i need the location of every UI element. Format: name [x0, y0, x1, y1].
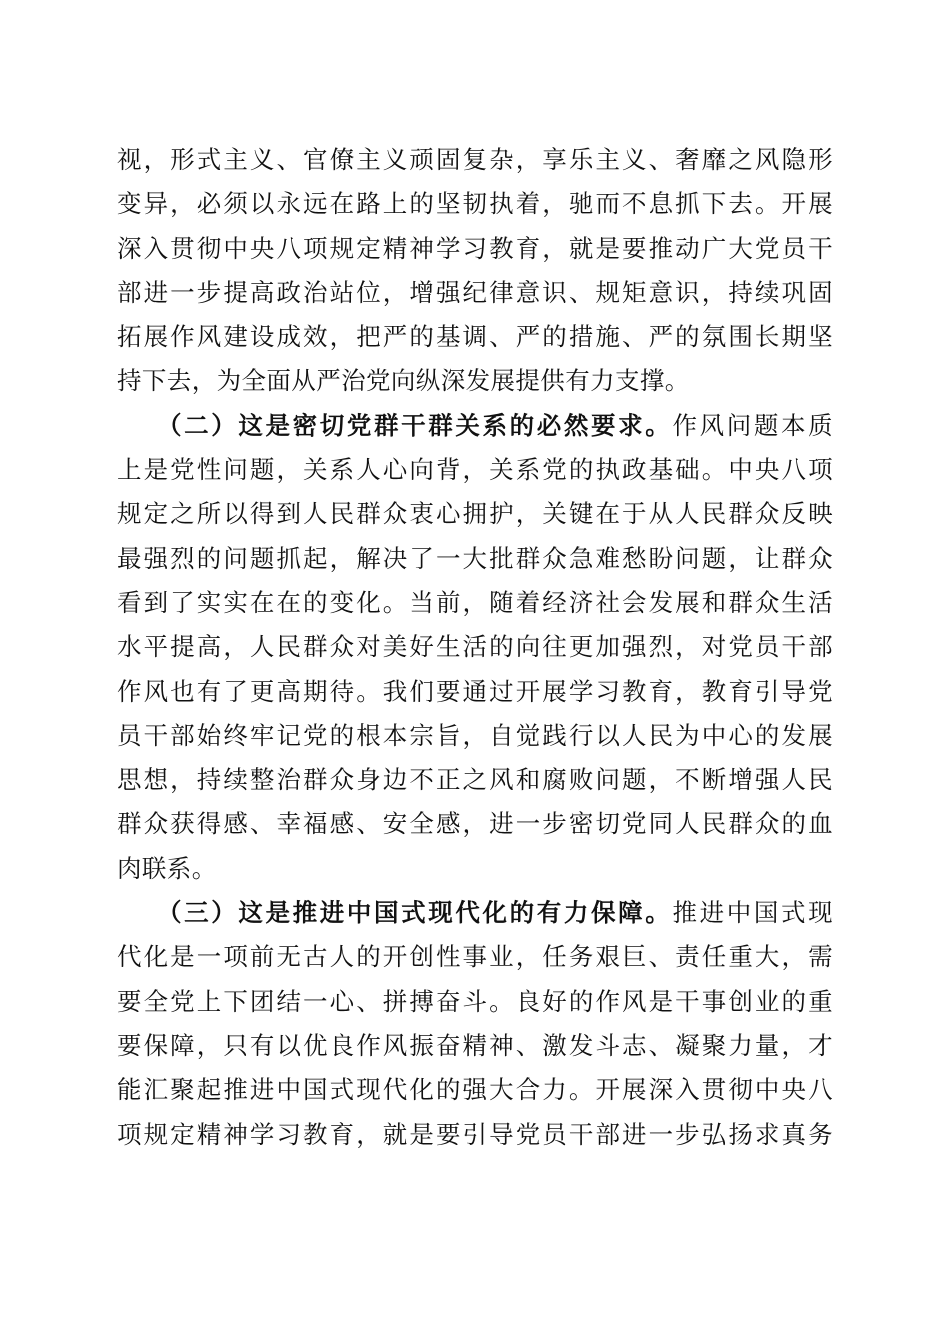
text-line: 代化是一项前无古人的开创性事业，任务艰巨、责任重大，需 [117, 942, 833, 972]
text-line: 群众获得感、幸福感、安全感，进一步密切党同人民群众的血 [117, 809, 833, 839]
text-line: 项规定精神学习教育，就是要引导党员干部进一步弘扬求真务 [117, 1119, 833, 1149]
text-line: 看到了实实在在的变化。当前，随着经济社会发展和群众生活 [117, 587, 833, 617]
body-text [117, 138, 833, 1157]
section-3-heading: （三）这是推进中国式现代化的有力保障。 [157, 898, 673, 928]
text-line: 思想，持续整治群众身边不正之风和腐败问题，不断增强人民 [117, 765, 833, 795]
text-line: 最强烈的问题抓起，解决了一大批群众急难愁盼问题，让群众 [117, 543, 833, 573]
text-line: 肉联系。 [117, 853, 217, 883]
section-2-first-line [117, 404, 833, 448]
text-line: 持下去，为全面从严治党向纵深发展提供有力支撑。 [117, 366, 690, 396]
text-line: 拓展作风建设成效，把严的基调、严的措施、严的氛围长期坚 [117, 322, 833, 352]
text-line: 能汇聚起推进中国式现代化的强大合力。开展深入贯彻中央八 [117, 1075, 833, 1105]
section-2-heading: （二）这是密切党群干群关系的必然要求。 [157, 410, 673, 440]
text-line: 水平提高，人民群众对美好生活的向往更加强烈，对党员干部 [117, 632, 833, 662]
text-line: 变异，必须以永远在路上的坚韧执着，驰而不息抓下去。开展 [117, 189, 833, 219]
text-line: 规定之所以得到人民群众衷心拥护，关键在于从人民群众反映 [117, 499, 833, 529]
text-line: 要保障，只有以优良作风振奋精神、激发斗志、凝聚力量，才 [117, 1030, 833, 1060]
text-line: 部进一步提高政治站位，增强纪律意识、规矩意识，持续巩固 [117, 277, 833, 307]
text-line: 视，形式主义、官僚主义顽固复杂，享乐主义、奢靡之风隐形 [117, 145, 833, 174]
section-3-first-line [117, 891, 833, 935]
section-3-first-line-text: 推进中国式现 [672, 898, 833, 928]
section-2-first-line-text: 作风问题本质 [672, 410, 833, 440]
text-line: 员干部始终牢记党的根本宗旨，自觉践行以人民为中心的发展 [117, 720, 833, 750]
text-line: 要全党上下团结一心、拼搏奋斗。良好的作风是干事创业的重 [117, 986, 833, 1016]
text-line: 作风也有了更高期待。我们要通过开展学习教育，教育引导党 [117, 676, 833, 706]
text-line: 上是党性问题，关系人心向背，关系党的执政基础。中央八项 [117, 455, 833, 485]
text-line: 深入贯彻中央八项规定精神学习教育，就是要推动广大党员干 [117, 233, 833, 263]
